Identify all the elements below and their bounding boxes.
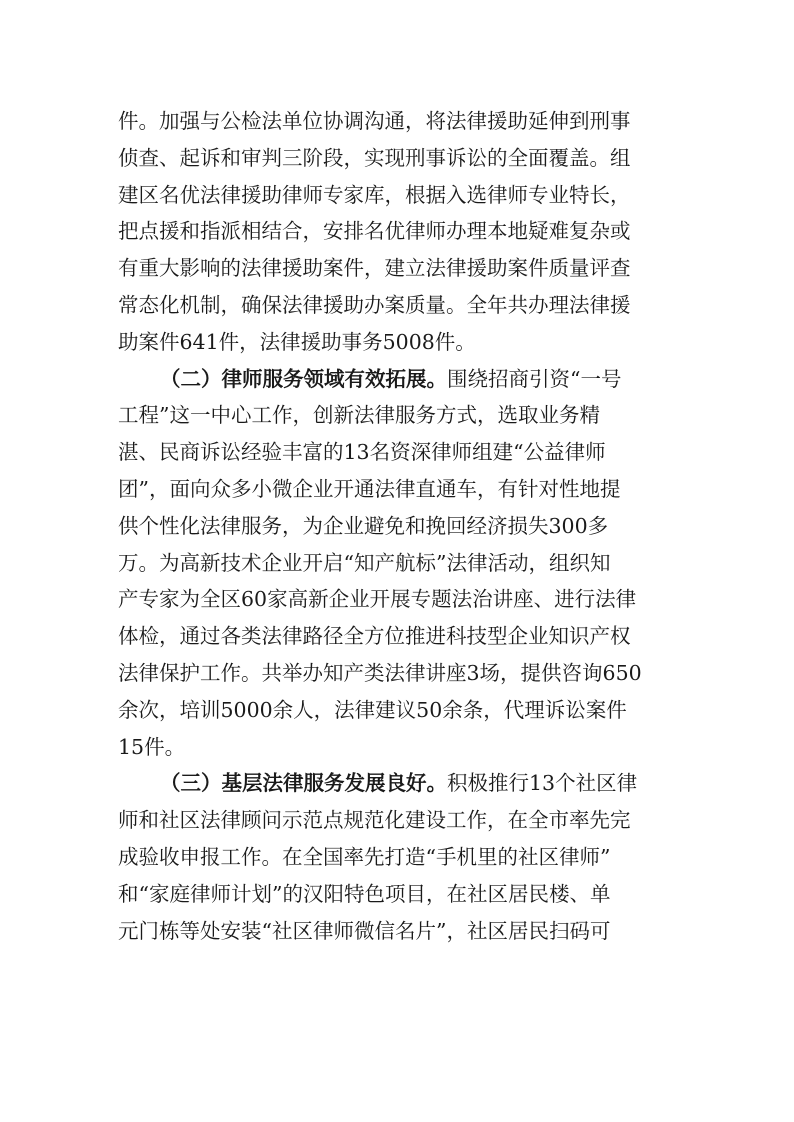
body-text — [118, 103, 688, 949]
text-line-first — [118, 361, 688, 398]
text-run: 积极推行13个社区律 — [447, 771, 638, 796]
text-line: 建区名优法律援助律师专家库，根据入选律师专业特长， — [118, 182, 631, 207]
text-line: 件。加强与公检法单位协调沟通，将法律援助延伸到刑事 — [118, 109, 631, 133]
paragraph-lawyer-services — [118, 361, 688, 766]
text-line: 产专家为全区60家高新企业开展专题法治讲座、进行法律 — [118, 587, 637, 612]
text-line: 元门栋等处安装“社区律师微信名片”，社区居民扫码可 — [118, 918, 611, 943]
paragraph-grassroots-services — [118, 765, 688, 949]
text-line: 余次，培训5000余人，法律建议50余条，代理诉讼案件 — [118, 697, 627, 722]
text-line: 工程”这一中心工作，创新法律服务方式，选取业务精 — [118, 403, 600, 428]
text-line: 体检，通过各类法律路径全方位推进科技型企业知识产权 — [118, 624, 631, 649]
text-line: 法律保护工作。共举办知产类法律讲座3场，提供咨询650 — [118, 660, 642, 685]
section-heading-three: （三）基层法律服务发展良好。 — [160, 771, 447, 796]
text-line: 团”，面向众多小微企业开通法律直通车，有针对性地提 — [118, 476, 621, 501]
text-line: 常态化机制，确保法律援助办案质量。全年共办理法律援 — [118, 292, 631, 317]
text-run: 围绕招商引资“一号 — [447, 366, 622, 391]
text-line: 成验收申报工作。在全国率先打造“手机里的社区律师” — [118, 844, 611, 869]
text-line: 师和社区法律顾问示范点规范化建设工作，在全市率先完 — [118, 808, 631, 833]
text-line: 供个性化法律服务，为企业避免和挽回经济损失300多 — [118, 513, 609, 538]
text-line-first — [118, 765, 688, 802]
text-line: 万。为高新技术企业开启“知产航标”法律活动，组织知 — [118, 550, 611, 575]
text-line: 和“家庭律师计划”的汉阳特色项目，在社区居民楼、单 — [118, 881, 611, 906]
text-line: 湛、民商诉讼经验丰富的13名资深律师组建“公益律师 — [118, 440, 606, 465]
text-line: 侦查、起诉和审判三阶段，实现刑事诉讼的全面覆盖。组 — [118, 145, 631, 170]
section-heading-two: （二）律师服务领域有效拓展。 — [160, 366, 447, 391]
text-line: 有重大影响的法律援助案件，建立法律援助案件质量评查 — [118, 256, 631, 281]
paragraph-legal-aid — [118, 103, 688, 361]
text-line: 15件。 — [118, 734, 186, 759]
text-line: 助案件641件，法律援助事务5008件。 — [118, 329, 476, 354]
text-line: 把点援和指派相结合，安排名优律师办理本地疑难复杂或 — [118, 219, 631, 244]
